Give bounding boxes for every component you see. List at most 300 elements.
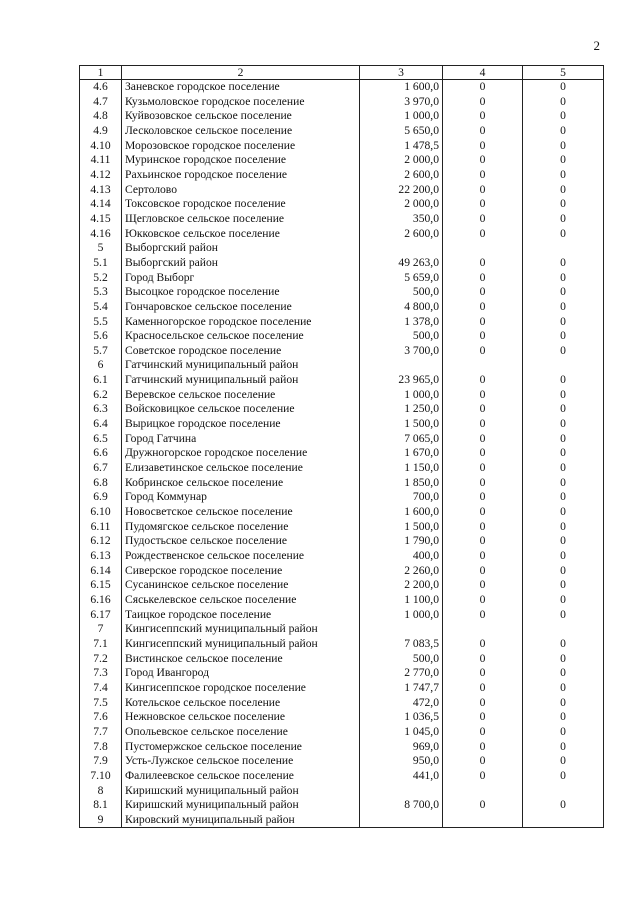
row-number: 7.1: [80, 637, 122, 652]
table-row: [80, 80, 604, 95]
table-row: [80, 652, 604, 667]
table-row: [80, 417, 604, 432]
amount-col-3: 1 000,0: [360, 388, 443, 403]
amount-col-5: [523, 784, 604, 799]
amount-col-3: 500,0: [360, 285, 443, 300]
table-row: [80, 153, 604, 168]
table-row: [80, 534, 604, 549]
municipality-name: Пудостьское сельское поселение: [122, 534, 360, 549]
amount-col-4: 0: [443, 549, 523, 564]
amount-col-3: 1 600,0: [360, 505, 443, 520]
amount-col-4: 0: [443, 300, 523, 315]
row-number: 5.1: [80, 256, 122, 271]
table-row: [80, 608, 604, 623]
municipality-name: Токсовское городское поселение: [122, 197, 360, 212]
amount-col-5: 0: [523, 476, 604, 491]
table-row: [80, 710, 604, 725]
row-number: 6.5: [80, 432, 122, 447]
amount-col-4: 0: [443, 417, 523, 432]
amount-col-4: 0: [443, 564, 523, 579]
amount-col-4: 0: [443, 740, 523, 755]
amount-col-4: 0: [443, 212, 523, 227]
amount-col-3: [360, 813, 443, 828]
amount-col-4: 0: [443, 344, 523, 359]
municipality-name: Котельское сельское поселение: [122, 696, 360, 711]
table-row: [80, 212, 604, 227]
row-number: 6.15: [80, 578, 122, 593]
row-number: 5.2: [80, 271, 122, 286]
amount-col-5: 0: [523, 197, 604, 212]
table-row: [80, 432, 604, 447]
amount-col-5: [523, 241, 604, 256]
amount-col-4: 0: [443, 168, 523, 183]
amount-col-3: [360, 358, 443, 373]
municipality-name: Выборгский район: [122, 256, 360, 271]
row-number: 5.5: [80, 315, 122, 330]
header-col-4: 4: [443, 66, 523, 80]
table-body: [80, 80, 604, 828]
amount-col-5: 0: [523, 80, 604, 95]
table-row: [80, 476, 604, 491]
municipality-name: Муринское городское поселение: [122, 153, 360, 168]
municipality-name: Усть-Лужское сельское поселение: [122, 754, 360, 769]
amount-col-3: 4 800,0: [360, 300, 443, 315]
row-number: 6.14: [80, 564, 122, 579]
row-number: 7: [80, 622, 122, 637]
table-row: [80, 300, 604, 315]
amount-col-5: 0: [523, 608, 604, 623]
municipality-name: Опольевское сельское поселение: [122, 725, 360, 740]
amount-col-4: 0: [443, 183, 523, 198]
municipality-name: Кингисеппское городское поселение: [122, 681, 360, 696]
row-number: 6.9: [80, 490, 122, 505]
allocation-table: [79, 65, 604, 828]
table-row: [80, 564, 604, 579]
municipality-name: Сяськелевское сельское поселение: [122, 593, 360, 608]
row-number: 5.7: [80, 344, 122, 359]
amount-col-4: [443, 784, 523, 799]
row-number: 5.6: [80, 329, 122, 344]
amount-col-3: 2 770,0: [360, 666, 443, 681]
amount-col-4: 0: [443, 109, 523, 124]
municipality-name: Выборгский район: [122, 241, 360, 256]
amount-col-4: 0: [443, 271, 523, 286]
amount-col-4: [443, 622, 523, 637]
row-number: 7.2: [80, 652, 122, 667]
municipality-name: Гатчинский муниципальный район: [122, 373, 360, 388]
table-row: [80, 373, 604, 388]
municipality-name: Киришский муниципальный район: [122, 784, 360, 799]
amount-col-3: 49 263,0: [360, 256, 443, 271]
table-row: [80, 578, 604, 593]
amount-col-3: 1 250,0: [360, 402, 443, 417]
amount-col-4: 0: [443, 490, 523, 505]
amount-col-5: 0: [523, 168, 604, 183]
amount-col-3: 350,0: [360, 212, 443, 227]
table-row: [80, 490, 604, 505]
amount-col-4: 0: [443, 197, 523, 212]
row-number: 8.1: [80, 798, 122, 813]
amount-col-4: [443, 241, 523, 256]
amount-col-4: 0: [443, 534, 523, 549]
amount-col-3: 23 965,0: [360, 373, 443, 388]
amount-col-5: 0: [523, 564, 604, 579]
amount-col-3: 1 790,0: [360, 534, 443, 549]
amount-col-5: 0: [523, 109, 604, 124]
amount-col-5: 0: [523, 578, 604, 593]
table-row: [80, 681, 604, 696]
amount-col-4: 0: [443, 637, 523, 652]
amount-col-4: 0: [443, 373, 523, 388]
amount-col-4: 0: [443, 461, 523, 476]
municipality-name: Каменногорское городское поселение: [122, 315, 360, 330]
page-number: 2: [593, 38, 600, 53]
table-row: [80, 593, 604, 608]
amount-col-3: 400,0: [360, 549, 443, 564]
amount-col-3: 1 150,0: [360, 461, 443, 476]
municipality-name: Морозовское городское поселение: [122, 139, 360, 154]
amount-col-3: 1 378,0: [360, 315, 443, 330]
amount-col-3: 5 659,0: [360, 271, 443, 286]
amount-col-3: 2 600,0: [360, 227, 443, 242]
amount-col-4: 0: [443, 139, 523, 154]
row-number: 4.12: [80, 168, 122, 183]
municipality-name: Красносельское сельское поселение: [122, 329, 360, 344]
row-number: 5.4: [80, 300, 122, 315]
municipality-name: Сусанинское сельское поселение: [122, 578, 360, 593]
municipality-name: Гончаровское сельское поселение: [122, 300, 360, 315]
amount-col-4: [443, 813, 523, 828]
amount-col-5: 0: [523, 652, 604, 667]
row-number: 5.3: [80, 285, 122, 300]
amount-col-4: 0: [443, 608, 523, 623]
municipality-name: Таицкое городское поселение: [122, 608, 360, 623]
municipality-name: Кузьмоловское городское поселение: [122, 95, 360, 110]
amount-col-4: 0: [443, 769, 523, 784]
amount-col-4: 0: [443, 329, 523, 344]
municipality-name: Пустомержское сельское поселение: [122, 740, 360, 755]
row-number: 6.4: [80, 417, 122, 432]
table-row: [80, 315, 604, 330]
amount-col-5: 0: [523, 520, 604, 535]
amount-col-3: 472,0: [360, 696, 443, 711]
amount-col-5: 0: [523, 681, 604, 696]
table-row: [80, 183, 604, 198]
amount-col-5: 0: [523, 153, 604, 168]
amount-col-5: 0: [523, 212, 604, 227]
amount-col-3: [360, 241, 443, 256]
header-col-3: 3: [360, 66, 443, 80]
municipality-name: Советское городское поселение: [122, 344, 360, 359]
table-row: [80, 754, 604, 769]
amount-col-5: 0: [523, 139, 604, 154]
row-number: 4.11: [80, 153, 122, 168]
row-number: 7.7: [80, 725, 122, 740]
row-number: 6.11: [80, 520, 122, 535]
row-number: 8: [80, 784, 122, 799]
municipality-name: Кобринское сельское поселение: [122, 476, 360, 491]
municipality-name: Новосветское сельское поселение: [122, 505, 360, 520]
amount-col-3: 969,0: [360, 740, 443, 755]
amount-col-5: [523, 813, 604, 828]
row-number: 4.14: [80, 197, 122, 212]
amount-col-4: 0: [443, 388, 523, 403]
amount-col-3: 1 500,0: [360, 417, 443, 432]
table-row: [80, 256, 604, 271]
table-row: [80, 549, 604, 564]
amount-col-5: 0: [523, 300, 604, 315]
amount-col-5: [523, 358, 604, 373]
table-row: [80, 813, 604, 828]
amount-col-4: 0: [443, 710, 523, 725]
table-row: [80, 329, 604, 344]
amount-col-5: 0: [523, 710, 604, 725]
amount-col-5: 0: [523, 271, 604, 286]
amount-col-5: 0: [523, 740, 604, 755]
municipality-name: Рахьинское городское поселение: [122, 168, 360, 183]
municipality-name: Рождественское сельское поселение: [122, 549, 360, 564]
row-number: 4.7: [80, 95, 122, 110]
amount-col-5: 0: [523, 402, 604, 417]
amount-col-5: 0: [523, 388, 604, 403]
municipality-name: Елизаветинское сельское поселение: [122, 461, 360, 476]
table-row: [80, 402, 604, 417]
amount-col-4: [443, 358, 523, 373]
amount-col-3: 7 065,0: [360, 432, 443, 447]
header-row: [80, 66, 604, 80]
row-number: 6.7: [80, 461, 122, 476]
amount-col-5: 0: [523, 95, 604, 110]
amount-col-3: 1 045,0: [360, 725, 443, 740]
amount-col-3: 1 747,7: [360, 681, 443, 696]
amount-col-5: 0: [523, 417, 604, 432]
table-row: [80, 197, 604, 212]
municipality-name: Щегловское сельское поселение: [122, 212, 360, 227]
amount-col-4: 0: [443, 578, 523, 593]
amount-col-3: 2 260,0: [360, 564, 443, 579]
amount-col-5: 0: [523, 256, 604, 271]
row-number: 7.10: [80, 769, 122, 784]
row-number: 4.13: [80, 183, 122, 198]
amount-col-5: 0: [523, 754, 604, 769]
amount-col-5: 0: [523, 344, 604, 359]
row-number: 6.10: [80, 505, 122, 520]
amount-col-5: 0: [523, 461, 604, 476]
amount-col-3: 1 478,5: [360, 139, 443, 154]
amount-col-5: 0: [523, 124, 604, 139]
amount-col-4: 0: [443, 256, 523, 271]
amount-col-4: 0: [443, 476, 523, 491]
amount-col-3: 1 500,0: [360, 520, 443, 535]
row-number: 6.8: [80, 476, 122, 491]
municipality-name: Нежновское сельское поселение: [122, 710, 360, 725]
row-number: 6.17: [80, 608, 122, 623]
amount-col-5: 0: [523, 593, 604, 608]
amount-col-5: 0: [523, 666, 604, 681]
amount-col-4: 0: [443, 652, 523, 667]
amount-col-5: 0: [523, 227, 604, 242]
table-row: [80, 358, 604, 373]
amount-col-4: 0: [443, 153, 523, 168]
table-row: [80, 461, 604, 476]
amount-col-4: 0: [443, 446, 523, 461]
amount-col-3: 5 650,0: [360, 124, 443, 139]
amount-col-5: 0: [523, 769, 604, 784]
row-number: 4.9: [80, 124, 122, 139]
amount-col-4: 0: [443, 124, 523, 139]
table-row: [80, 740, 604, 755]
row-number: 4.6: [80, 80, 122, 95]
amount-col-4: 0: [443, 696, 523, 711]
municipality-name: Вистинское сельское поселение: [122, 652, 360, 667]
amount-col-5: 0: [523, 315, 604, 330]
amount-col-5: 0: [523, 432, 604, 447]
table-row: [80, 124, 604, 139]
amount-col-3: 1 850,0: [360, 476, 443, 491]
municipality-name: Сертолово: [122, 183, 360, 198]
table-row: [80, 227, 604, 242]
row-number: 4.16: [80, 227, 122, 242]
municipality-name: Город Выборг: [122, 271, 360, 286]
amount-col-3: 950,0: [360, 754, 443, 769]
table-row: [80, 769, 604, 784]
amount-col-5: 0: [523, 329, 604, 344]
amount-col-5: 0: [523, 637, 604, 652]
table-row: [80, 285, 604, 300]
row-number: 6.12: [80, 534, 122, 549]
municipality-name: Вырицкое городское поселение: [122, 417, 360, 432]
amount-col-3: 1 000,0: [360, 109, 443, 124]
amount-col-3: 700,0: [360, 490, 443, 505]
municipality-name: Пудомягское сельское поселение: [122, 520, 360, 535]
amount-col-3: 8 700,0: [360, 798, 443, 813]
municipality-name: Город Ивангород: [122, 666, 360, 681]
table-row: [80, 666, 604, 681]
amount-col-3: 22 200,0: [360, 183, 443, 198]
amount-col-4: 0: [443, 95, 523, 110]
amount-col-3: 3 700,0: [360, 344, 443, 359]
table-row: [80, 637, 604, 652]
municipality-name: Дружногорское городское поселение: [122, 446, 360, 461]
amount-col-5: 0: [523, 534, 604, 549]
amount-col-3: 1 100,0: [360, 593, 443, 608]
table-row: [80, 696, 604, 711]
table-row: [80, 271, 604, 286]
amount-col-4: 0: [443, 227, 523, 242]
amount-col-3: [360, 784, 443, 799]
table-row: [80, 446, 604, 461]
municipality-name: Лесколовское сельское поселение: [122, 124, 360, 139]
municipality-name: Кировский муниципальный район: [122, 813, 360, 828]
amount-col-3: 2 000,0: [360, 197, 443, 212]
amount-col-5: 0: [523, 798, 604, 813]
row-number: 6.16: [80, 593, 122, 608]
amount-col-3: 1 670,0: [360, 446, 443, 461]
amount-col-3: 1 000,0: [360, 608, 443, 623]
row-number: 6.13: [80, 549, 122, 564]
municipality-name: Войсковицкое сельское поселение: [122, 402, 360, 417]
row-number: 7.6: [80, 710, 122, 725]
table-row: [80, 388, 604, 403]
municipality-name: Кингисеппский муниципальный район: [122, 637, 360, 652]
row-number: 6.6: [80, 446, 122, 461]
amount-col-4: 0: [443, 593, 523, 608]
amount-col-5: 0: [523, 446, 604, 461]
amount-col-3: 3 970,0: [360, 95, 443, 110]
row-number: 7.4: [80, 681, 122, 696]
header-col-1: 1: [80, 66, 122, 80]
table-row: [80, 798, 604, 813]
row-number: 6.2: [80, 388, 122, 403]
table-row: [80, 241, 604, 256]
amount-col-5: 0: [523, 373, 604, 388]
table-row: [80, 139, 604, 154]
header-col-2: 2: [122, 66, 360, 80]
row-number: 7.9: [80, 754, 122, 769]
amount-col-3: 2 600,0: [360, 168, 443, 183]
amount-col-3: 441,0: [360, 769, 443, 784]
amount-col-3: 500,0: [360, 652, 443, 667]
municipality-name: Заневское городское поселение: [122, 80, 360, 95]
table-row: [80, 622, 604, 637]
row-number: 6.3: [80, 402, 122, 417]
row-number: 9: [80, 813, 122, 828]
table-row: [80, 344, 604, 359]
header-col-5: 5: [523, 66, 604, 80]
amount-col-4: 0: [443, 520, 523, 535]
municipality-name: Город Гатчина: [122, 432, 360, 447]
amount-col-5: 0: [523, 696, 604, 711]
amount-col-3: 2 000,0: [360, 153, 443, 168]
amount-col-5: 0: [523, 725, 604, 740]
municipality-name: Гатчинский муниципальный район: [122, 358, 360, 373]
table-row: [80, 784, 604, 799]
row-number: 7.8: [80, 740, 122, 755]
table-row: [80, 505, 604, 520]
row-number: 6: [80, 358, 122, 373]
table-row: [80, 168, 604, 183]
row-number: 4.8: [80, 109, 122, 124]
amount-col-4: 0: [443, 725, 523, 740]
row-number: 7.5: [80, 696, 122, 711]
amount-col-4: 0: [443, 505, 523, 520]
amount-col-5: 0: [523, 183, 604, 198]
amount-col-4: 0: [443, 432, 523, 447]
amount-col-3: [360, 622, 443, 637]
row-number: 7.3: [80, 666, 122, 681]
municipality-name: Высоцкое городское поселение: [122, 285, 360, 300]
amount-col-4: 0: [443, 681, 523, 696]
row-number: 5: [80, 241, 122, 256]
row-number: 6.1: [80, 373, 122, 388]
amount-col-3: 2 200,0: [360, 578, 443, 593]
amount-col-4: 0: [443, 798, 523, 813]
table-row: [80, 95, 604, 110]
amount-col-3: 500,0: [360, 329, 443, 344]
municipality-name: Город Коммунар: [122, 490, 360, 505]
row-number: 4.10: [80, 139, 122, 154]
table-row: [80, 109, 604, 124]
amount-col-4: 0: [443, 754, 523, 769]
municipality-name: Веревское сельское поселение: [122, 388, 360, 403]
amount-col-4: 0: [443, 285, 523, 300]
amount-col-4: 0: [443, 666, 523, 681]
table-row: [80, 725, 604, 740]
municipality-name: Кингисеппский муниципальный район: [122, 622, 360, 637]
municipality-name: Киришский муниципальный район: [122, 798, 360, 813]
amount-col-3: 7 083,5: [360, 637, 443, 652]
amount-col-4: 0: [443, 80, 523, 95]
